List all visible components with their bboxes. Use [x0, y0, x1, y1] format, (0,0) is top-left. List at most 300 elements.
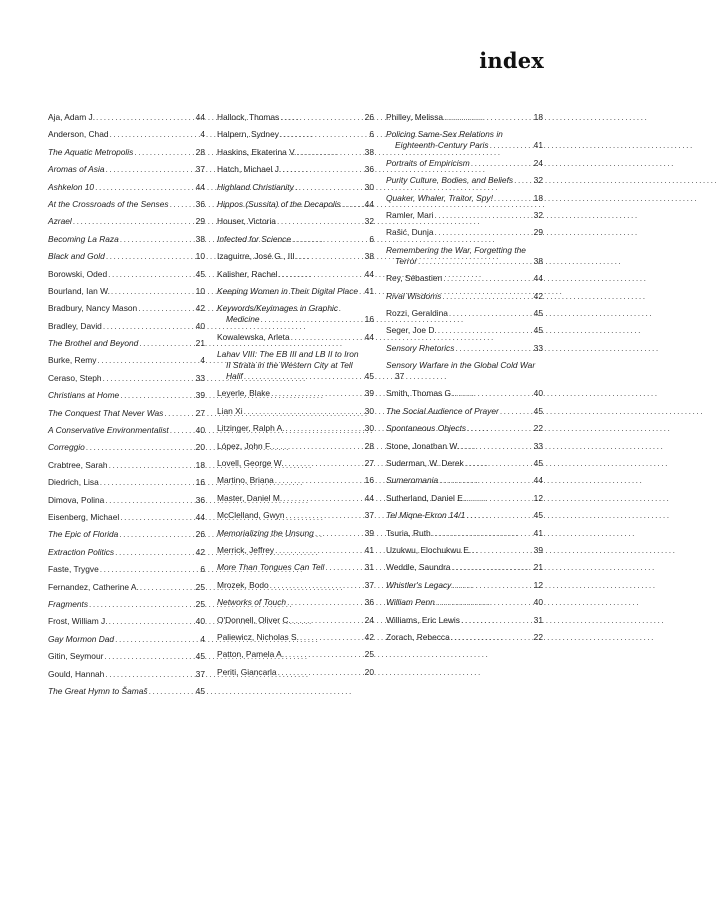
leader-dots [295, 182, 364, 193]
leader-dots [108, 269, 195, 280]
entry-title: Quaker, Whaler, Traitor, Spy! [386, 192, 493, 203]
leader-dots [280, 129, 368, 140]
leader-dots [460, 441, 533, 452]
index-entry [48, 599, 205, 610]
leader-dots [466, 510, 532, 521]
entry-last-line [217, 371, 374, 382]
leader-dots [449, 308, 533, 319]
index-entry [217, 349, 374, 382]
leader-dots [115, 634, 199, 645]
entry-title: Hallock, Thomas [217, 112, 280, 122]
index-entry [48, 616, 205, 627]
index-entry [48, 442, 205, 453]
entry-page-number: 42 [195, 303, 205, 314]
entry-page-number: 44 [195, 112, 205, 122]
index-entry [386, 193, 543, 204]
leader-dots [95, 182, 195, 193]
entry-page-number: 32 [533, 209, 543, 220]
leader-dots [418, 256, 533, 267]
leader-dots [106, 251, 195, 262]
entry-title: The Aquatic Metropolis [48, 146, 134, 157]
leader-dots [465, 458, 533, 469]
leader-dots [271, 388, 364, 399]
leader-dots [134, 147, 194, 158]
index-entry [48, 425, 205, 436]
index-entry [217, 269, 374, 280]
leader-dots [149, 686, 195, 697]
entry-title: Leyerle, Blake [217, 388, 271, 399]
entry-page-number: 30 [364, 405, 374, 416]
index-entry [386, 562, 543, 573]
leader-dots [120, 512, 194, 523]
entry-title: Rey, Sébastien [386, 273, 443, 284]
entry-title-continued-text: Ḥalif [226, 371, 243, 382]
entry-page-number: 37 [395, 371, 405, 382]
index-entry [217, 112, 374, 123]
entry-title: Zorach, Rebecca [386, 631, 450, 642]
leader-dots [451, 632, 533, 643]
entry-page-number: 45 [533, 307, 543, 318]
index-entry [217, 528, 374, 539]
index-columns [48, 112, 544, 703]
entry-page-number: 40 [195, 425, 205, 436]
entry-title: Lahav VIII: The EB III and LB II to Iron [217, 349, 359, 360]
entry-title: Paliewicz, Nicholas S. [217, 631, 299, 642]
entry-title-continued-text: Eighteenth-Century Paris [395, 140, 489, 151]
index-entry [48, 669, 205, 680]
entry-title: Smith, Thomas G. [386, 388, 454, 399]
leader-dots [438, 325, 533, 336]
entry-title: Eisenberg, Michael [48, 511, 120, 522]
index-entry [217, 510, 374, 521]
entry-page-number: 37 [195, 668, 205, 679]
entry-page-number: 18 [195, 459, 205, 470]
entry-title: Ashkelon 10 [48, 181, 95, 192]
entry-page-number: 4 [200, 129, 205, 140]
entry-title: Williams, Eric Lewis [386, 614, 460, 625]
entry-title: Extraction Politics [48, 546, 115, 557]
index-entry [48, 182, 205, 193]
entry-page-number: 33 [533, 440, 543, 451]
entry-page-number: 6 [200, 564, 205, 575]
index-entry [48, 251, 205, 262]
leader-dots [297, 147, 363, 158]
index-entry [48, 495, 205, 506]
entry-title: Martino, Briana [217, 475, 274, 486]
index-entry [217, 182, 374, 193]
index-entry [386, 441, 543, 452]
index-entry [386, 423, 543, 434]
leader-dots [514, 175, 533, 186]
leader-dots [244, 406, 364, 417]
index-entry [386, 343, 543, 354]
entry-page-number: 26 [364, 112, 374, 122]
entry-page-number: 25 [364, 649, 374, 660]
index-entry [386, 528, 543, 539]
entry-page-number: 18 [533, 192, 543, 203]
entry-title: Whistler's Legacy [386, 579, 452, 590]
leader-dots [139, 338, 194, 349]
leader-dots [89, 599, 195, 610]
index-entry [386, 175, 543, 186]
entry-page-number: 44 [533, 475, 543, 486]
entry-page-number: 42 [533, 290, 543, 301]
entry-title: Philley, Melissa [386, 112, 444, 122]
index-entry [217, 216, 374, 227]
entry-page-number: 29 [195, 216, 205, 227]
index-entry [217, 303, 374, 325]
entry-title: Izaguirre, José G., III [217, 251, 295, 262]
entry-page-number: 45 [195, 268, 205, 279]
leader-dots [472, 545, 532, 556]
leader-dots [120, 390, 194, 401]
leader-dots [272, 441, 363, 452]
entry-page-number: 45 [364, 371, 374, 382]
index-entry [217, 493, 374, 504]
entry-title: Kowalewska, Arleta [217, 331, 290, 342]
index-entry [48, 477, 205, 488]
index-entry [48, 651, 205, 662]
entry-page-number: 10 [195, 285, 205, 296]
entry-page-number: 25 [195, 581, 205, 592]
entry-title: The Great Hymn to Šamaš [48, 685, 148, 696]
entry-title: Burke, Remy [48, 355, 97, 366]
entry-title: Bradbury, Nancy Mason [48, 303, 138, 314]
leader-dots [452, 562, 533, 573]
entry-title: Borowski, Oded [48, 268, 108, 279]
leader-dots [270, 580, 364, 591]
index-entry [217, 199, 374, 210]
index-entry [217, 423, 374, 434]
entry-title: Hatch, Michael J. [217, 164, 282, 175]
entry-page-number: 39 [533, 544, 543, 555]
index-entry [217, 475, 374, 486]
entry-title: Becoming La Raza [48, 233, 119, 244]
entry-page-number: 44 [364, 492, 374, 503]
leader-dots [454, 388, 532, 399]
entry-title: At the Crossroads of the Senses [48, 198, 169, 209]
leader-dots [285, 458, 364, 469]
index-entry [48, 460, 205, 471]
entry-title: Haskins, Ekaterina V. [217, 146, 297, 157]
entry-page-number: 44 [364, 268, 374, 279]
leader-dots [436, 597, 533, 608]
entry-page-number: 44 [364, 198, 374, 209]
leader-dots [164, 408, 194, 419]
entry-title: Infected for Science [217, 233, 292, 244]
entry-title: Lovell, George W. [217, 458, 284, 469]
leader-dots [97, 355, 199, 366]
leader-dots [296, 251, 364, 262]
index-column-2 [217, 112, 374, 703]
entry-title: Seger, Joe D. [386, 325, 437, 336]
index-entry [48, 408, 205, 419]
entry-page-number: 40 [533, 388, 543, 399]
entry-title: Remembering the War, Forgetting the [386, 244, 526, 255]
index-entry [386, 245, 543, 267]
entry-title: O'Donnell, Oliver C. [217, 614, 291, 625]
index-entry [217, 667, 374, 678]
entry-title: Tel Miqne-Ekron 14/1 [386, 510, 466, 521]
index-entry [217, 147, 374, 158]
entry-page-number: 45 [533, 405, 543, 416]
entry-page-number: 33 [533, 342, 543, 353]
entry-page-number: 36 [364, 597, 374, 608]
entry-title: A Conservative Environmentalist [48, 425, 169, 436]
entry-page-number: 6 [369, 129, 374, 140]
index-entry [386, 597, 543, 608]
index-entry [386, 510, 543, 521]
index-entry [48, 199, 205, 210]
index-entry [217, 632, 374, 643]
entry-page-number: 32 [364, 216, 374, 227]
index-column-1 [48, 112, 205, 703]
entry-page-number: 37 [364, 510, 374, 521]
leader-dots [315, 528, 364, 539]
entry-title: Memorializing the Unsung [217, 527, 314, 538]
index-entry [48, 147, 205, 158]
entry-page-number: 41 [364, 544, 374, 555]
index-entry [217, 615, 374, 626]
leader-dots [285, 649, 364, 660]
entry-title: Houser, Victoria [217, 216, 276, 227]
entry-page-number: 31 [364, 562, 374, 573]
leader-dots [342, 199, 364, 210]
leader-dots [275, 475, 364, 486]
entry-title: Correggio [48, 442, 85, 453]
entry-page-number: 21 [533, 562, 543, 573]
entry-page-number: 26 [195, 529, 205, 540]
index-entry [48, 216, 205, 227]
leader-dots [109, 616, 195, 627]
index-entry [386, 580, 543, 591]
entry-page-number: 18 [533, 112, 543, 122]
entry-page-number: 45 [195, 651, 205, 662]
entry-title: Christians at Home [48, 390, 120, 401]
leader-dots [109, 460, 195, 471]
entry-page-number: 42 [364, 631, 374, 642]
index-entry [386, 112, 543, 123]
entry-title-continued-text: Terror [395, 255, 418, 266]
index-entry [217, 562, 374, 573]
entry-title: Azrael [48, 216, 72, 227]
leader-dots [100, 564, 200, 575]
entry-title: Tsuria, Ruth [386, 527, 431, 538]
entry-page-number: 30 [364, 181, 374, 192]
entry-page-number: 40 [195, 320, 205, 331]
entry-page-number: 10 [195, 251, 205, 262]
index-entry [48, 634, 205, 645]
entry-title: Keeping Women in Their Digital Place [217, 285, 359, 296]
index-entry [48, 286, 205, 297]
entry-page-number: 38 [364, 146, 374, 157]
entry-title: The Social Audience of Prayer [386, 405, 499, 416]
index-entry [386, 406, 543, 417]
index-entry [386, 493, 543, 504]
index-entry [386, 158, 543, 169]
leader-dots [286, 423, 364, 434]
leader-dots [490, 140, 533, 151]
entry-page-number: 40 [195, 616, 205, 627]
entry-title: Fernandez, Catherine A. [48, 581, 139, 592]
entry-page-number: 20 [195, 442, 205, 453]
leader-dots [434, 210, 532, 221]
index-entry [217, 545, 374, 556]
index-entry [48, 564, 205, 575]
index-entry [386, 632, 543, 643]
leader-dots [275, 545, 364, 556]
index-entry [48, 338, 205, 349]
entry-title-continued [217, 360, 374, 371]
index-entry [386, 273, 543, 284]
entry-title: Anderson, Chad [48, 129, 109, 140]
leader-dots [119, 529, 194, 540]
index-entry [386, 210, 543, 221]
entry-page-number: 36 [364, 164, 374, 175]
index-entry [386, 545, 543, 556]
leader-dots [452, 580, 532, 591]
entry-title: Spontaneous Objects [386, 423, 467, 434]
entry-page-number: 24 [364, 614, 374, 625]
index-entry [217, 388, 374, 399]
leader-dots [105, 164, 194, 175]
index-entry [48, 512, 205, 523]
index-entry [48, 529, 205, 540]
entry-title: Crabtree, Sarah [48, 459, 108, 470]
index-entry [386, 475, 543, 486]
entry-title: Fragments [48, 598, 89, 609]
index-entry [217, 164, 374, 175]
entry-title: Gitin, Seymour [48, 651, 104, 662]
leader-dots [261, 314, 364, 325]
entry-page-number: 12 [533, 579, 543, 590]
entry-title: The Conquest That Never Was [48, 407, 164, 418]
index-entry [386, 308, 543, 319]
entry-page-number: 44 [364, 331, 374, 342]
entry-page-number: 36 [195, 198, 205, 209]
entry-page-number: 4 [200, 633, 205, 644]
entry-title: Kalisher, Rachel [217, 268, 278, 279]
leader-dots [443, 273, 532, 284]
index-entry [217, 332, 374, 343]
entry-title: Bradley, David [48, 320, 102, 331]
index-entry [48, 303, 205, 314]
entry-page-number: 28 [195, 146, 205, 157]
index-entry [48, 686, 205, 697]
entry-page-number: 40 [533, 597, 543, 608]
index-entry [217, 441, 374, 452]
entry-page-number: 33 [195, 372, 205, 383]
entry-page-number: 45 [533, 325, 543, 336]
entry-title: Bourland, Ian W. [48, 285, 110, 296]
entry-page-number: 30 [364, 423, 374, 434]
entry-title: Mrozek, Bodo [217, 579, 269, 590]
leader-dots [292, 615, 364, 626]
entry-title: Sumeromania [386, 475, 439, 486]
leader-dots [170, 425, 195, 436]
entry-page-number: 45 [533, 510, 543, 521]
entry-page-number: 45 [195, 685, 205, 696]
leader-dots [500, 406, 533, 417]
index-entry [217, 286, 374, 297]
entry-title: Networks of Touch [217, 597, 287, 608]
leader-dots [442, 291, 532, 302]
entry-title: Dimova, Polina [48, 494, 105, 505]
leader-dots [105, 669, 194, 680]
leader-dots [73, 216, 195, 227]
leader-dots [325, 562, 363, 573]
index-entry [386, 291, 543, 302]
leader-dots [105, 495, 194, 506]
entry-title: Highland Christianity [217, 181, 294, 192]
entry-page-number: 16 [195, 477, 205, 488]
entry-title: Weddle, Saundra [386, 562, 451, 573]
entry-title: Lian Xi [217, 405, 243, 416]
entry-page-number: 24 [533, 157, 543, 168]
entry-page-number: 28 [364, 440, 374, 451]
entry-title: Diedrich, Lisa [48, 477, 99, 488]
entry-title: Sensory Rhetorics [386, 342, 455, 353]
index-entry [386, 458, 543, 469]
leader-dots [100, 477, 195, 488]
entry-page-number: 41 [533, 140, 543, 151]
entry-title: The Epic of Florida [48, 529, 119, 540]
entry-page-number: 6 [369, 233, 374, 244]
entry-title: Purity Culture, Bodies, and Beliefs [386, 175, 514, 186]
entry-title: Aromas of Asia [48, 164, 105, 175]
index-entry [48, 112, 205, 123]
entry-page-number: 4 [200, 355, 205, 366]
entry-page-number: 39 [364, 388, 374, 399]
entry-title: Hippos (Sussita) of the Decapolis [217, 198, 341, 209]
entry-title: Gay Mormon Dad [48, 633, 115, 644]
leader-dots [292, 234, 368, 245]
index-entry [217, 129, 374, 140]
entry-title: Patton, Pamela A. [217, 649, 285, 660]
leader-dots [461, 615, 533, 626]
entry-page-number: 39 [195, 390, 205, 401]
index-entry [386, 360, 543, 382]
entry-page-number: 27 [364, 458, 374, 469]
entry-page-number: 44 [195, 181, 205, 192]
entry-page-number: 32 [533, 175, 543, 186]
leader-dots [466, 493, 533, 504]
entry-title-continued-text: II Strata in the Western City at Tell [226, 360, 353, 371]
entry-page-number: 42 [195, 546, 205, 557]
entry-page-number: 22 [533, 423, 543, 434]
leader-dots [120, 234, 195, 245]
leader-dots [300, 632, 364, 643]
entry-last-line [386, 140, 543, 151]
entry-page-number: 38 [533, 255, 543, 266]
entry-page-number: 16 [364, 314, 374, 325]
leader-dots [103, 321, 195, 332]
entry-page-number: 12 [533, 492, 543, 503]
leader-dots [104, 651, 194, 662]
entry-title: Merrick, Jeffrey [217, 544, 275, 555]
entry-title: Policing Same-Sex Relations in [386, 129, 503, 140]
index-entry [217, 597, 374, 608]
entry-page-number: 38 [195, 233, 205, 244]
entry-page-number: 31 [533, 614, 543, 625]
entry-page-number: 41 [364, 285, 374, 296]
index-entry [48, 164, 205, 175]
index-column-3 [386, 112, 543, 703]
entry-page-number: 20 [364, 666, 374, 677]
index-entry [48, 547, 205, 558]
leader-dots [111, 286, 195, 297]
leader-dots [283, 493, 364, 504]
